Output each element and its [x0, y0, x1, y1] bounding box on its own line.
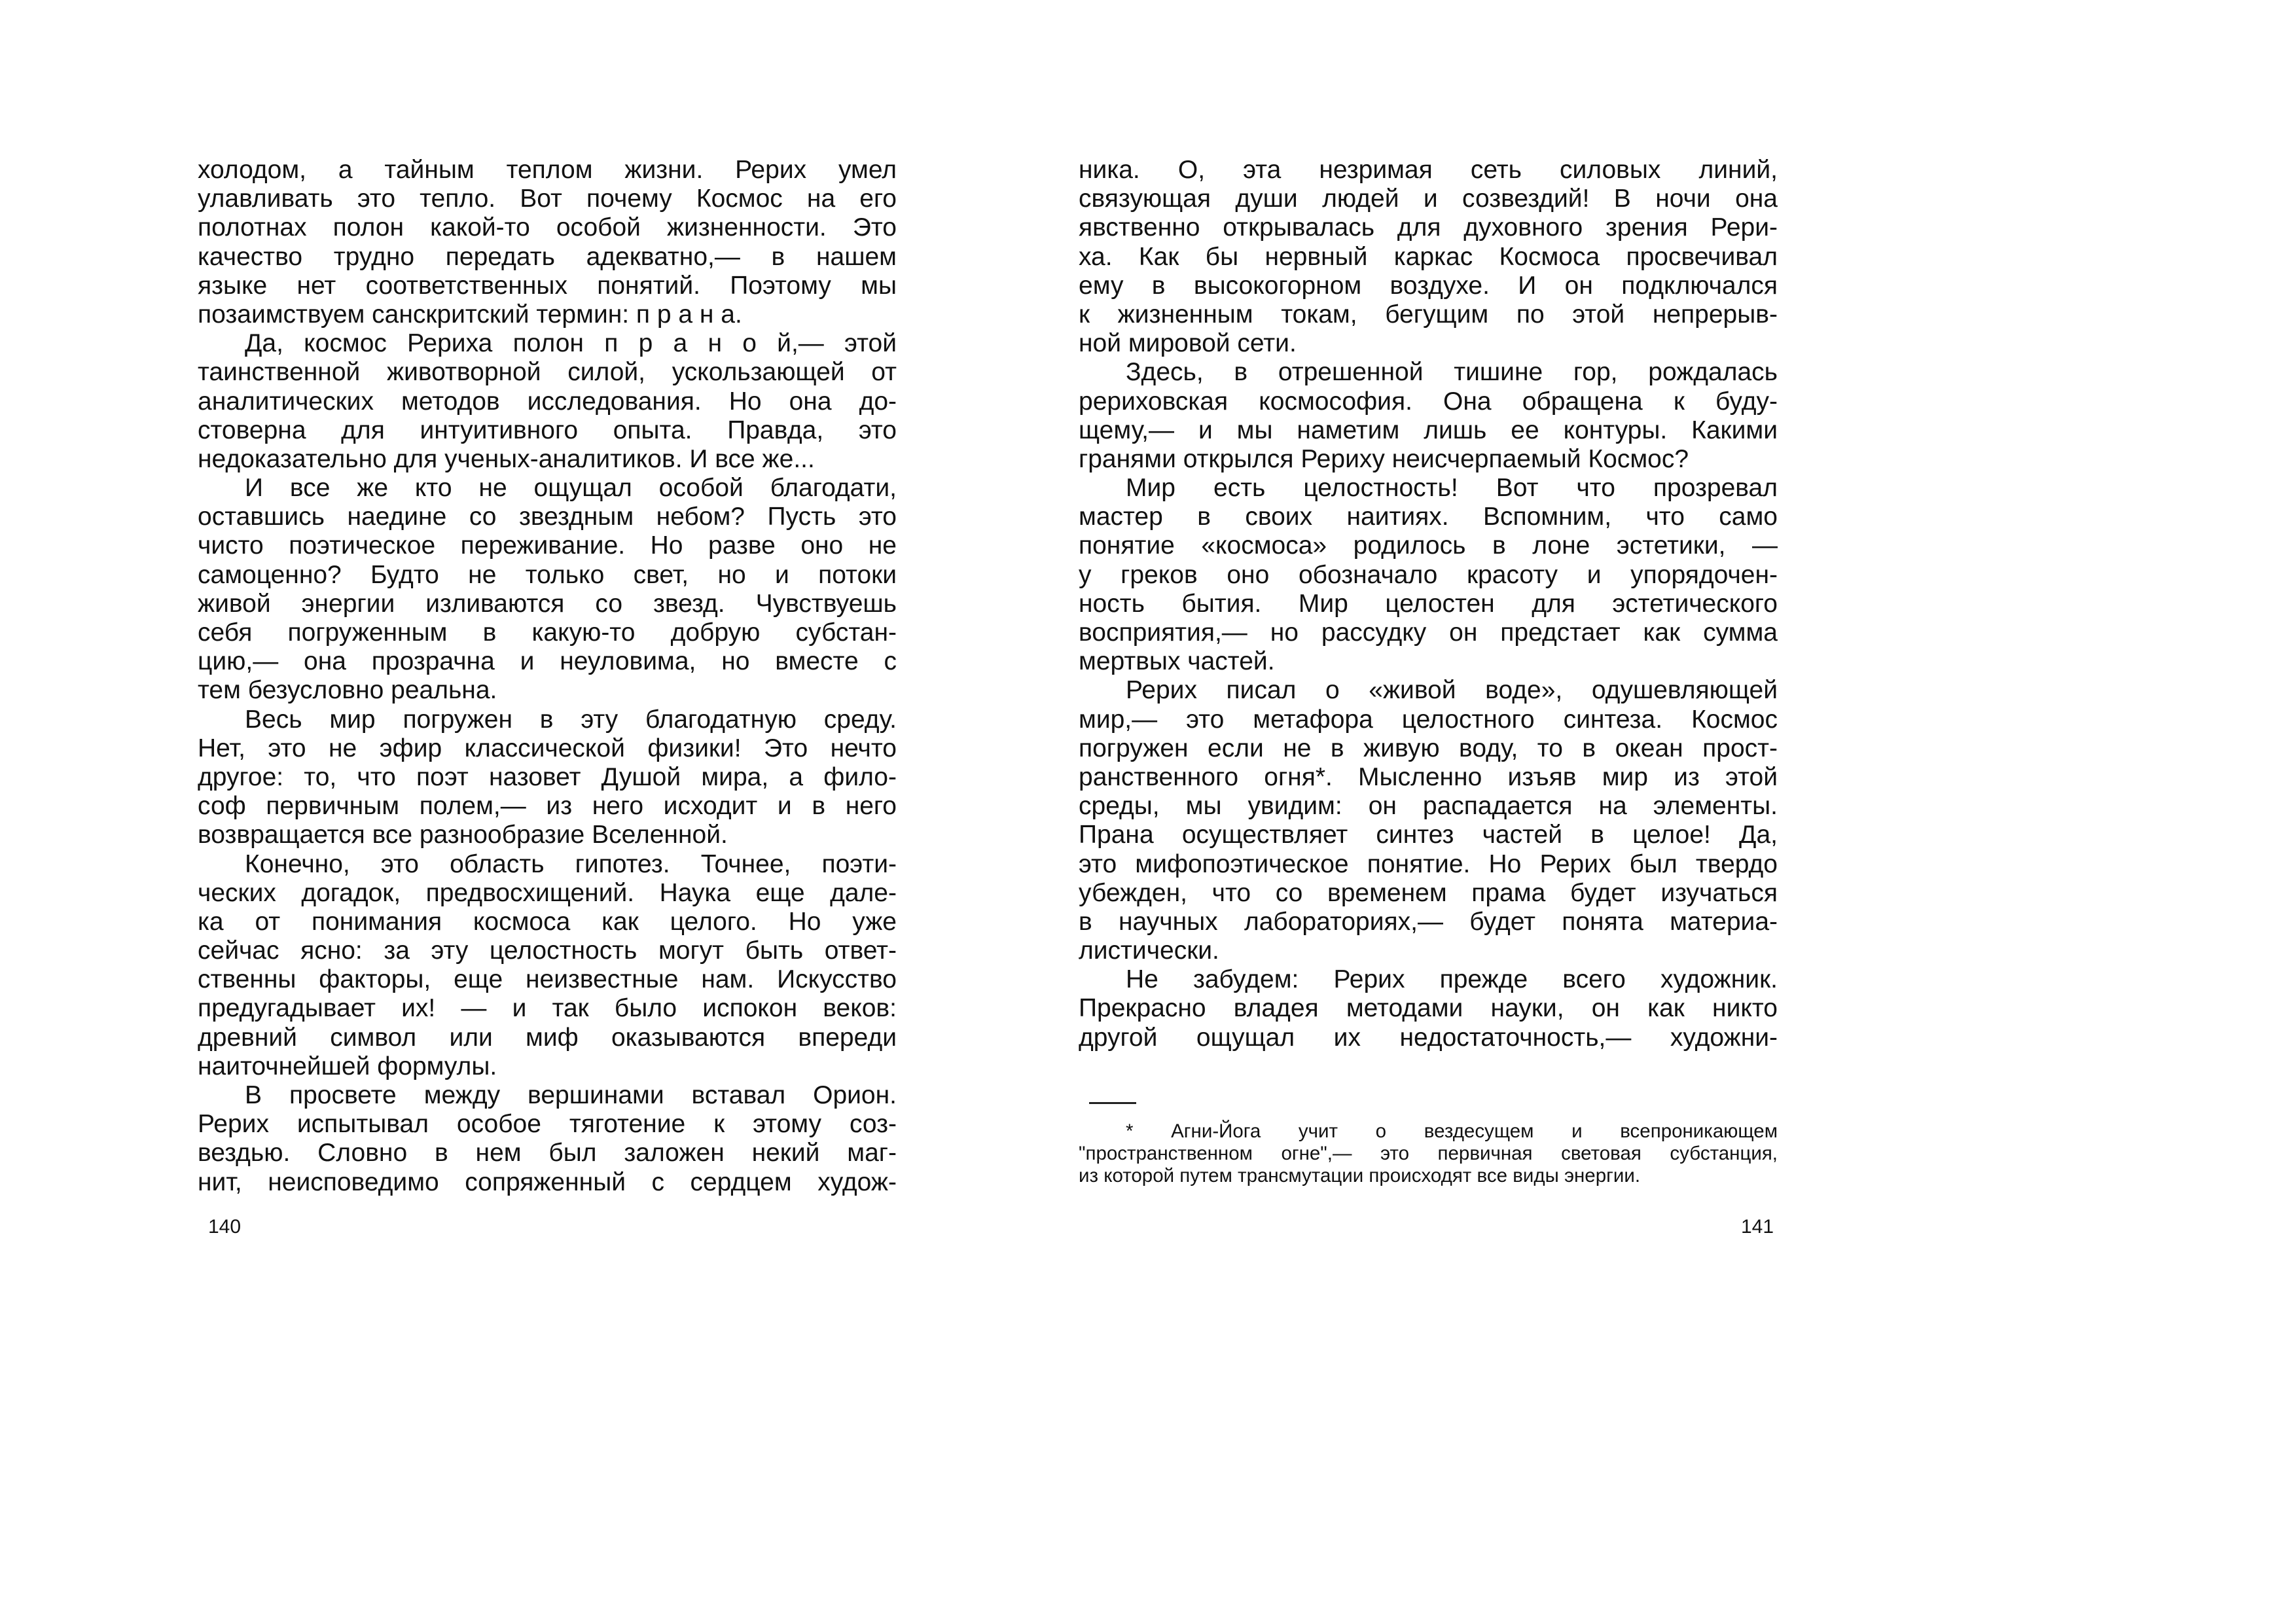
text-line: мастер в своих наитиях. Вспомним, что само	[1079, 503, 1778, 531]
text-line: Прекрасно владея методами науки, он как никто	[1079, 994, 1778, 1023]
text-line: мертвых частей.	[1079, 647, 1275, 676]
footnote	[1079, 1120, 1778, 1187]
text-line: рериховская космософия. Она обращена к буду-	[1079, 387, 1778, 416]
left-page-text	[198, 156, 897, 1197]
text-line: понятие «космоса» родилось в лоне эстетики, —	[1079, 531, 1778, 560]
text-line: гранями открылся Рериху неисчерпаемый Космос?	[1079, 444, 1689, 473]
text-line: ему в высокогорном воздухе. И он подключался	[1079, 271, 1778, 300]
text-line: И все же кто не ощущал особой благодати,	[245, 474, 897, 503]
text-line: таинственной животворной силой, ускользающей от	[198, 358, 897, 387]
text-line: чисто поэтическое переживание. Но разве оно не	[198, 531, 897, 560]
text-line: это мифопоэтическое понятие. Но Рерих был твердо	[1079, 849, 1778, 878]
text-line: ной мировой сети.	[1079, 329, 1297, 358]
text-line: связующая души людей и созвездий! В ночи она	[1079, 185, 1778, 213]
text-line: качество трудно передать адекватно,— в нашем	[198, 242, 897, 271]
right-page	[1079, 0, 2296, 1623]
text-line: полотнах полон какой-то особой жизненности. Это	[198, 213, 897, 242]
text-line: холодом, а тайным теплом жизни. Рерих умел	[198, 156, 897, 184]
text-line: Мир есть целостность! Вот что прозревал	[1126, 474, 1778, 503]
text-line: сейчас ясно: за эту целостность могут быть ответ-	[198, 936, 897, 965]
text-line: живой энергии изливаются со звезд. Чувствуешь	[198, 589, 897, 618]
text-line: аналитических методов исследования. Но она до-	[198, 387, 897, 416]
text-line: другой ощущал их недостаточность,— художни-	[1079, 1023, 1778, 1052]
text-line: стоверна для интуитивного опыта. Правда, это	[198, 416, 897, 444]
text-line: ника. О, эта незримая сеть силовых линий,	[1079, 156, 1778, 184]
text-line: восприятия,— но рассудку он предстает как сумма	[1079, 618, 1778, 647]
text-line: ственны факторы, еще неизвестные нам. Искусство	[198, 965, 897, 994]
text-line: самоценно? Будто не только свет, но и потоки	[198, 560, 897, 589]
text-line: Не забудем: Рерих прежде всего художник.	[1126, 965, 1778, 994]
text-line: Рерих писал о «живой воде», одушевляющей	[1126, 676, 1778, 705]
text-line: ранственного огня*. Мысленно изъяв мир из этой	[1079, 762, 1778, 791]
text-line: щему,— и мы наметим лишь ее контуры. Какими	[1079, 416, 1778, 444]
text-line: погружен если не в живую воду, то в океан прост-	[1079, 734, 1778, 762]
text-line: из которой путем трансмутации происходят все виды энергии.	[1079, 1165, 1641, 1186]
text-line: Нет, это не эфир классической физики! Это нечто	[198, 734, 897, 762]
text-line: оставшись наедине со звездным небом? Пусть это	[198, 503, 897, 531]
text-line: наиточнейшей формулы.	[198, 1052, 497, 1080]
text-line: древний символ или миф оказываются впереди	[198, 1023, 897, 1052]
text-line: нит, неисповедимо сопряженный с сердцем худож-	[198, 1168, 897, 1196]
text-line: Весь мир погружен в эту благодатную среду.	[245, 705, 897, 734]
text-line: листически.	[1079, 936, 1219, 965]
text-line: ческих догадок, предвосхищений. Наука еще дале-	[198, 878, 897, 907]
text-line: Да, космос Рериха полон п р а н о й,— этой	[245, 329, 897, 358]
text-line: улавливать это тепло. Вот почему Космос на его	[198, 185, 897, 213]
text-line: явственно открывалась для духовного зрения Рери-	[1079, 213, 1778, 242]
text-line: у греков оно обозначало красоту и упорядочен-	[1079, 560, 1778, 589]
text-line: В просвете между вершинами вставал Орион.	[245, 1081, 897, 1109]
text-line: Прана осуществляет синтез частей в целое! Да,	[1079, 821, 1778, 849]
text-line: тем безусловно реальна.	[198, 676, 497, 705]
text-line: цию,— она прозрачна и неуловима, но вместе с	[198, 647, 897, 676]
text-line: ность бытия. Мир целостен для эстетического	[1079, 589, 1778, 618]
text-line: себя погруженным в какую-то добрую субстан-	[198, 618, 897, 647]
text-line: соф первичным полем,— из него исходит и в него	[198, 792, 897, 821]
text-line: возвращается все разнообразие Вселенной.	[198, 821, 728, 849]
right-page-text	[1079, 156, 1778, 1052]
text-line: Здесь, в отрешенной тишине гор, рождалась	[1126, 358, 1778, 387]
footnote-divider	[1089, 1102, 1136, 1104]
text-line: вездью. Словно в нем был заложен некий маг-	[198, 1139, 897, 1168]
text-line: среды, мы увидим: он распадается на элементы.	[1079, 792, 1778, 821]
text-line: убежден, что со временем прама будет изучаться	[1079, 878, 1778, 907]
text-line: "пространственном огне",— это первичная световая субстанция,	[1079, 1143, 1778, 1164]
text-line: Конечно, это область гипотез. Точнее, поэти-	[245, 849, 897, 878]
text-line: языке нет соответственных понятий. Поэтому мы	[198, 271, 897, 300]
text-line: в научных лабораториях,— будет понята материа-	[1079, 907, 1778, 936]
text-line: мир,— это метафора целостного синтеза. Космос	[1079, 705, 1778, 734]
text-line: * Агни-Йога учит о вездесущем и всепроникающем	[1126, 1120, 1778, 1142]
text-line: позаимствуем санскритский термин: п р а н а.	[198, 300, 742, 329]
right-page-number: 141	[1741, 1216, 1774, 1238]
text-line: предугадывает их! — и так было испокон веков:	[198, 994, 897, 1023]
text-line: ка от понимания космоса как целого. Но уже	[198, 907, 897, 936]
left-page-number: 140	[208, 1216, 242, 1238]
text-line: к жизненным токам, бегущим по этой непрерыв-	[1079, 300, 1778, 329]
text-line: ха. Как бы нервный каркас Космоса просвечивал	[1079, 242, 1778, 271]
text-line: другое: то, что поэт назовет Душой мира, а фило-	[198, 762, 897, 791]
text-line: недоказательно для ученых-аналитиков. И все же...	[198, 444, 815, 473]
text-line: Рерих испытывал особое тяготение к этому соз-	[198, 1110, 897, 1139]
